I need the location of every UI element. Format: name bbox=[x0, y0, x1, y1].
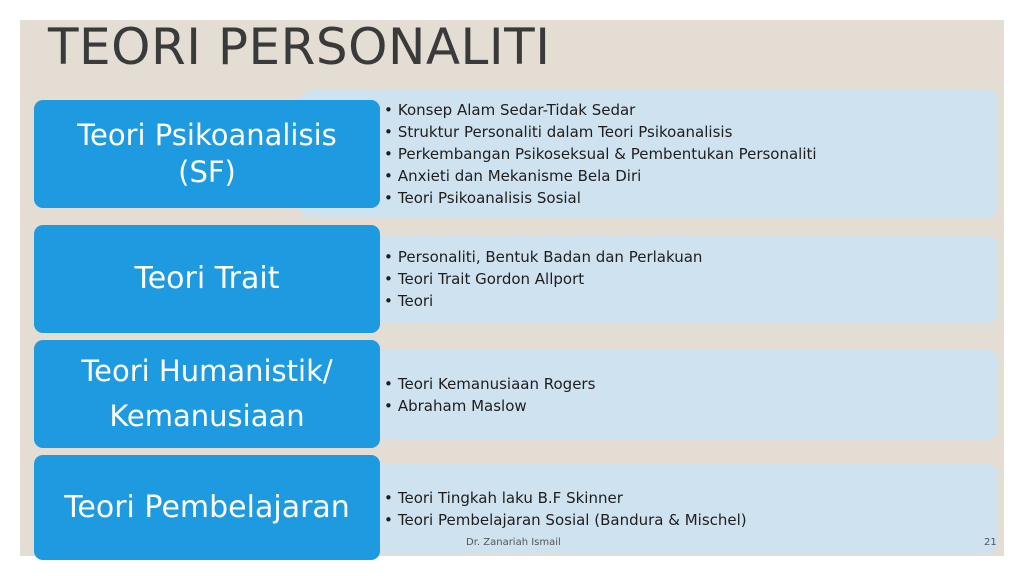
section-heading-line: Teori Psikoanalisis bbox=[77, 118, 337, 152]
bullet-item: • Anxieti dan Mekanisme Bela Diri bbox=[384, 165, 998, 187]
section-4-content-panel bbox=[300, 464, 998, 554]
page-number: 21 bbox=[984, 537, 997, 548]
section-2-bullet-list bbox=[384, 246, 998, 312]
section-2-heading-box bbox=[34, 225, 380, 333]
bullet-item: • Perkembangan Psikoseksual & Pembentukan Personaliti bbox=[384, 143, 998, 165]
section-3-heading-box bbox=[34, 340, 380, 448]
bullet-item: • Teori Pembelajaran Sosial (Bandura & Mischel) bbox=[384, 509, 998, 531]
bullet-item: • Teori Kemanusiaan Rogers bbox=[384, 373, 998, 395]
section-1-content-panel bbox=[300, 90, 998, 218]
bullet-item: • Struktur Personaliti dalam Teori Psikoanalisis bbox=[384, 121, 998, 143]
section-heading-line: Teori Pembelajaran bbox=[64, 489, 350, 525]
bullet-item: • Personaliti, Bentuk Badan dan Perlakuan bbox=[384, 246, 998, 268]
section-heading-line: (SF) bbox=[178, 155, 236, 189]
section-4-bullet-list bbox=[384, 487, 998, 531]
section-4-heading-box bbox=[34, 455, 380, 560]
bullet-item: • Teori bbox=[384, 290, 998, 312]
footer-author: Dr. Zanariah Ismail bbox=[466, 537, 561, 548]
section-heading-line: Kemanusiaan bbox=[109, 399, 305, 433]
bullet-item: • Teori Trait Gordon Allport bbox=[384, 268, 998, 290]
section-2-content-panel bbox=[300, 235, 998, 323]
slide-title: TEORI PERSONALITI bbox=[48, 18, 551, 76]
bullet-item: • Konsep Alam Sedar-Tidak Sedar bbox=[384, 99, 998, 121]
section-3-bullet-list bbox=[384, 373, 998, 417]
bullet-item: • Teori Psikoanalisis Sosial bbox=[384, 187, 998, 209]
section-3-content-panel bbox=[300, 350, 998, 440]
section-heading-line: Teori Humanistik/ bbox=[81, 354, 333, 388]
section-1-heading-box bbox=[34, 100, 380, 208]
bullet-item: • Abraham Maslow bbox=[384, 395, 998, 417]
section-heading-line: Teori Trait bbox=[134, 261, 280, 296]
bullet-item: • Teori Tingkah laku B.F Skinner bbox=[384, 487, 998, 509]
section-1-bullet-list bbox=[384, 99, 998, 209]
